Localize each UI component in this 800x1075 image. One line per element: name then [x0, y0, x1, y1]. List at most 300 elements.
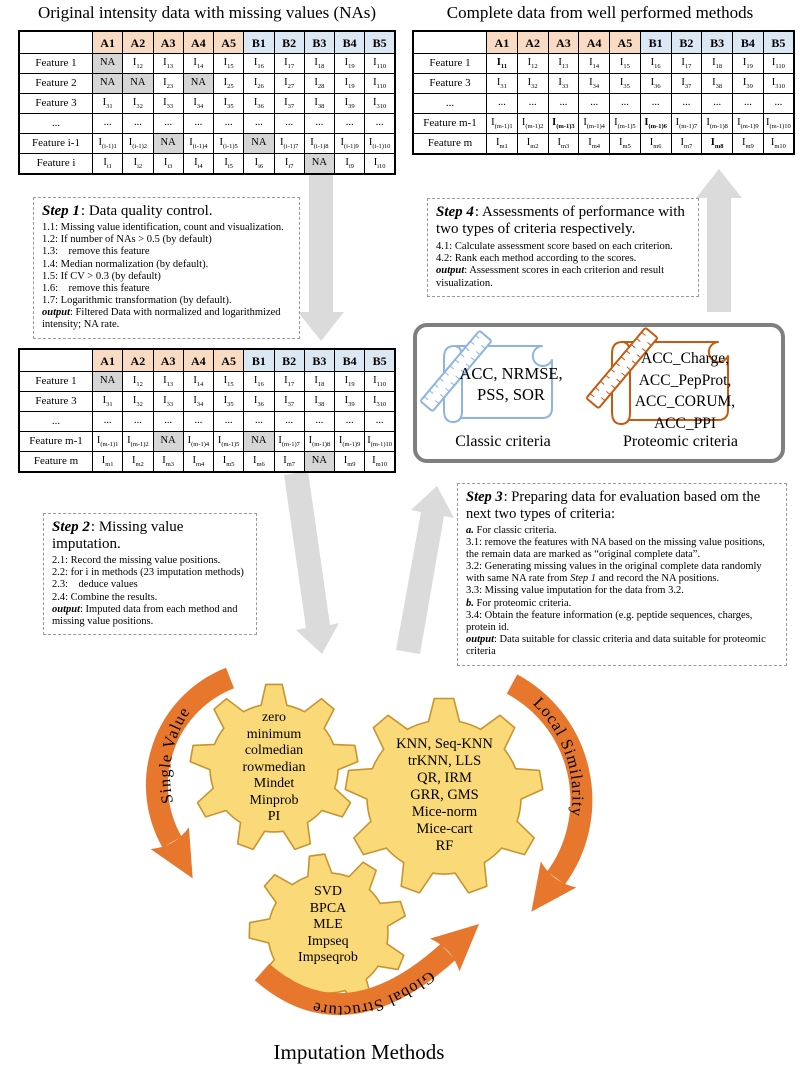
table-cell: $I_{110}$ [365, 372, 395, 392]
table-cell: ... [487, 94, 518, 114]
gears-caption: Imputation Methods [273, 1040, 445, 1064]
step-line: output: Filtered Data with normalized and logarithmized intensity; NA rate. [42, 307, 281, 331]
table-cell: $I_{i9}$ [335, 154, 365, 175]
table-cell: NA [123, 74, 153, 94]
row-label: ... [19, 412, 93, 432]
table-cell: $I_{13}$ [153, 54, 183, 74]
table-cell: $I_{110}$ [365, 74, 395, 94]
text-line: ACC_PepProt, [638, 371, 732, 389]
table-cell: ... [365, 412, 395, 432]
table-cell: $I_{i3}$ [153, 154, 183, 175]
table-cell: $I_{(m-1)5}$ [610, 114, 641, 134]
table-cell: $I_{18}$ [304, 372, 334, 392]
local-similarity-methods [357, 736, 532, 855]
text-line: MLE [313, 917, 343, 932]
table-cell: $I_{15}$ [214, 54, 244, 74]
text-line: Mice-cart [416, 821, 473, 837]
step-line: 1.7: Logarithmic transformation (by default). [42, 295, 232, 307]
step4-box [427, 198, 699, 297]
table-cell: $I_{14}$ [183, 372, 213, 392]
table-cell: $I_{(i-1)4}$ [183, 134, 213, 154]
table-cell: $I_{31}$ [487, 74, 518, 94]
text-line: minimum [246, 726, 302, 742]
table-cell: ... [671, 94, 702, 114]
classic-criteria-label: Classic criteria [455, 433, 551, 450]
row-label: Feature 1 [19, 372, 93, 392]
table-cell: $I_{(i-1)2}$ [123, 134, 153, 154]
table-cell: ... [733, 94, 764, 114]
table-cell: $I_{m9}$ [733, 134, 764, 155]
table-cell: $I_{14}$ [579, 54, 610, 74]
table-cell: $I_{m4}$ [183, 452, 213, 473]
table-cell: $I_{m6}$ [640, 134, 671, 155]
table-cell: $I_{(m-1)7}$ [274, 432, 304, 452]
row-label: ... [413, 94, 487, 114]
column-header: A1 [93, 31, 123, 54]
table-cell: $I_{32}$ [123, 392, 153, 412]
row-label: Feature 1 [19, 54, 93, 74]
table-cell: $I_{m8}$ [702, 134, 733, 155]
corner-cell [19, 349, 93, 372]
table-cell: NA [183, 74, 213, 94]
table-cell: ... [610, 94, 641, 114]
table-cell: $I_{(m-1)9}$ [733, 114, 764, 134]
table-cell: $I_{i1}$ [93, 154, 123, 175]
table-cell: $I_{(m-1)1}$ [93, 432, 123, 452]
text-line: SVD [313, 884, 342, 899]
table-cell: ... [548, 94, 579, 114]
step1-box [33, 197, 300, 339]
table-cell: $I_{310}$ [763, 74, 794, 94]
table-cell: ... [123, 114, 153, 134]
row-label: Feature m [19, 452, 93, 473]
flow-arrow-methods-to-step3 [396, 486, 454, 654]
table-cell: $I_{i4}$ [183, 154, 213, 175]
text-line: PSS, SOR [477, 385, 545, 405]
step2-box [43, 513, 257, 635]
classic-criteria-text [452, 363, 570, 406]
table-row [413, 94, 794, 114]
step-line: 4.1: Calculate assessment score based on each criterion. [436, 240, 673, 252]
text-line: QR, IRM [417, 770, 472, 786]
corner-cell [19, 31, 93, 54]
row-label: Feature 1 [413, 54, 487, 74]
table-cell: $I_{m5}$ [610, 134, 641, 155]
step-line: 2.1: Record the missing value positions. [52, 555, 221, 566]
local-similarity-label: Local Similarity [529, 693, 588, 819]
column-header: B1 [640, 31, 671, 54]
table-cell: ... [93, 412, 123, 432]
corner-cell [413, 31, 487, 54]
step-title: Step 2: Missing value imputation. [52, 519, 184, 552]
table-cell: ... [702, 94, 733, 114]
table-cell: ... [640, 94, 671, 114]
table-cell: $I_{(i-1)5}$ [214, 134, 244, 154]
table-cell: $I_{36}$ [640, 74, 671, 94]
global-structure-label: Global Structure [309, 967, 439, 1022]
column-header: A2 [123, 349, 153, 372]
table-cell: ... [183, 412, 213, 432]
row-label: Feature 3 [19, 94, 93, 114]
table-cell: $I_{38}$ [304, 94, 334, 114]
row-label: Feature 3 [19, 392, 93, 412]
table-row [19, 392, 395, 412]
table-cell: $I_{28}$ [304, 74, 334, 94]
table-cell: ... [244, 412, 274, 432]
step-line: 2.2: for i in methods (23 imputation methods) [52, 567, 244, 579]
column-header: B2 [671, 31, 702, 54]
table-cell: $I_{31}$ [93, 392, 123, 412]
step-line: 3.2: Generating missing values in the original complete data randomly with same NA rate from Step 1 and record the NA positions. [466, 561, 762, 585]
table-cell: NA [304, 452, 334, 473]
text-line: ACC_Charge, [641, 350, 729, 367]
original-table-title: Original intensity data with missing values (NAs) [37, 3, 377, 22]
single-value-label: Single Value [155, 702, 194, 806]
column-header: A2 [123, 31, 153, 54]
text-line: colmedian [244, 743, 304, 758]
column-header: B1 [244, 349, 274, 372]
table-cell: $I_{m6}$ [244, 452, 274, 473]
table-row [19, 94, 395, 114]
table-row [413, 114, 794, 134]
column-header: A3 [153, 31, 183, 54]
table-cell: $I_{35}$ [214, 392, 244, 412]
table-cell: $I_{38}$ [702, 74, 733, 94]
step-line: b. For proteomic criteria. [466, 597, 572, 609]
column-header: A5 [214, 31, 244, 54]
step-line: a. For classic criteria. [466, 524, 557, 536]
table-cell: $I_{i6}$ [244, 154, 274, 175]
table-cell: $I_{(m-1)1}$ [487, 114, 518, 134]
step-line: 1.5: If CV > 0.3 (by default) [42, 270, 161, 282]
table-cell: $I_{16}$ [244, 372, 274, 392]
step-line: 1.3: remove this feature [42, 246, 150, 258]
table-cell: ... [304, 114, 334, 134]
text-line: rowmedian [242, 759, 306, 775]
column-header: A5 [214, 349, 244, 372]
flow-arrow-criteria-to-complete [696, 169, 742, 312]
table-cell: $I_{34}$ [183, 94, 213, 114]
table-cell: ... [214, 412, 244, 432]
table-cell: $I_{i10}$ [365, 154, 395, 175]
table-cell: $I_{m3}$ [153, 452, 183, 473]
row-label: Feature 2 [19, 74, 93, 94]
proteomic-criteria-label: Proteomic criteria [622, 433, 739, 450]
table-cell: $I_{(m-1)8}$ [304, 432, 334, 452]
column-header: B3 [304, 349, 334, 372]
table-cell: $I_{310}$ [365, 392, 395, 412]
table-cell: $I_{32}$ [517, 74, 548, 94]
table-cell: NA [153, 432, 183, 452]
table-cell: $I_{12}$ [123, 54, 153, 74]
table-cell: $I_{37}$ [274, 392, 304, 412]
table-row [19, 372, 395, 392]
step-line: 1.1: Missing value identification, count and visualization. [42, 222, 284, 233]
table-cell: $I_{39}$ [335, 94, 365, 114]
table-cell: $I_{(m-1)4}$ [183, 432, 213, 452]
text-line: PI [267, 809, 281, 824]
column-header: A1 [93, 349, 123, 372]
row-label: Feature m-1 [413, 114, 487, 134]
step-line: 4.2: Rank each method according to the scores. [436, 253, 637, 265]
table-cell: $I_{16}$ [640, 54, 671, 74]
table-cell: ... [335, 114, 365, 134]
table-cell: $I_{(i-1)7}$ [274, 134, 304, 154]
text-line: BPCA [309, 900, 347, 916]
original-data-table [18, 30, 396, 175]
table-cell: $I_{12}$ [517, 54, 548, 74]
table-cell: $I_{m10}$ [365, 452, 395, 473]
step-line: 3.1: remove the features with NA based on the missing value positions, the remain data are marked as “original complete data”. [466, 536, 765, 560]
complete-data-table [412, 30, 795, 155]
column-header: A4 [183, 349, 213, 372]
row-label: ... [19, 114, 93, 134]
table-cell: $I_{27}$ [274, 74, 304, 94]
table-cell: $I_{(m-1)5}$ [214, 432, 244, 452]
table-cell: $I_{33}$ [548, 74, 579, 94]
column-header: A3 [153, 349, 183, 372]
table-cell: NA [244, 432, 274, 452]
step3-box [457, 483, 787, 666]
column-header: B2 [274, 349, 304, 372]
table-cell: $I_{17}$ [274, 54, 304, 74]
table-cell: $I_{31}$ [93, 94, 123, 114]
column-header: B3 [304, 31, 334, 54]
text-line: ACC, NRMSE, [459, 364, 563, 383]
table-cell: $I_{17}$ [274, 372, 304, 392]
table-cell: $I_{19}$ [335, 54, 365, 74]
table-cell: ... [579, 94, 610, 114]
column-header: A2 [517, 31, 548, 54]
table-cell: $I_{(m-1)2}$ [123, 432, 153, 452]
table-cell: $I_{37}$ [274, 94, 304, 114]
table-row [19, 114, 395, 134]
table-cell: $I_{(m-1)7}$ [671, 114, 702, 134]
table-cell: $I_{17}$ [671, 54, 702, 74]
table-cell: NA [153, 134, 183, 154]
step-line: 3.4: Obtain the feature information (e.g. peptide sequences, charges, protein id. [466, 609, 753, 633]
table-cell: $I_{(m-1)3}$ [548, 114, 579, 134]
table-cell: $I_{19}$ [335, 372, 365, 392]
table-cell: $I_{32}$ [123, 94, 153, 114]
table-cell: ... [304, 412, 334, 432]
table-row [19, 412, 395, 432]
step-line: 3.3: Missing value imputation for the data from 3.2. [466, 585, 684, 597]
flow-arrow-original-to-filtered [298, 172, 344, 341]
step-title: Step 4: Assessments of performance with two types of criteria respectively. [436, 204, 685, 238]
table-cell: $I_{37}$ [671, 74, 702, 94]
table-cell: NA [244, 134, 274, 154]
column-header: B1 [244, 31, 274, 54]
table-cell: $I_{m7}$ [274, 452, 304, 473]
column-header: B4 [733, 31, 764, 54]
step-line: 2.3: deduce values [52, 579, 138, 591]
column-header: A5 [610, 31, 641, 54]
table-cell: $I_{i7}$ [274, 154, 304, 175]
text-line: Minprob [249, 792, 299, 808]
step-title: Step 3: Preparing data for evaluation based om the next two types of criteria: [466, 489, 761, 522]
table-cell: $I_{34}$ [183, 392, 213, 412]
column-header: B5 [365, 31, 395, 54]
table-cell: $I_{18}$ [702, 54, 733, 74]
table-cell: $I_{33}$ [153, 392, 183, 412]
row-label: Feature i-1 [19, 134, 93, 154]
table-row [19, 432, 395, 452]
table-row [19, 74, 395, 94]
column-header: A3 [548, 31, 579, 54]
table-cell: $I_{110}$ [763, 54, 794, 74]
table-cell: $I_{19}$ [733, 54, 764, 74]
table-cell: $I_{m5}$ [214, 452, 244, 473]
table-cell: $I_{(i-1)1}$ [93, 134, 123, 154]
table-cell: $I_{25}$ [214, 74, 244, 94]
step-line: 1.4: Median normalization (by default). [42, 258, 209, 270]
row-label: Feature i [19, 154, 93, 175]
column-header: B5 [763, 31, 794, 54]
column-header: B2 [274, 31, 304, 54]
column-header: B3 [702, 31, 733, 54]
table-row [413, 134, 794, 155]
column-header: A4 [579, 31, 610, 54]
table-row [413, 54, 794, 74]
text-line: ACC_PPI [653, 415, 717, 433]
table-cell: $I_{39}$ [335, 392, 365, 412]
text-line: trKNN, LLS [407, 753, 482, 769]
table-cell: $I_{(m-1)2}$ [517, 114, 548, 134]
table-cell: ... [274, 412, 304, 432]
table-cell: NA [93, 372, 123, 392]
table-cell: $I_{(m-1)10}$ [365, 432, 395, 452]
text-line: zero [261, 710, 287, 725]
step-line: 1.2: If number of NAs > 0.5 (by default) [42, 234, 212, 246]
table-cell: $I_{m3}$ [548, 134, 579, 155]
table-row [19, 452, 395, 473]
table-cell: $I_{15}$ [610, 54, 641, 74]
table-cell: $I_{(m-1)4}$ [579, 114, 610, 134]
table-cell: $I_{16}$ [244, 54, 274, 74]
text-line: KNN, Seq-KNN [396, 736, 493, 752]
row-label: Feature m [413, 134, 487, 155]
table-cell: $I_{310}$ [365, 94, 395, 114]
table-cell: $I_{(m-1)9}$ [335, 432, 365, 452]
table-cell: $I_{i2}$ [123, 154, 153, 175]
table-cell: $I_{(i-1)10}$ [365, 134, 395, 154]
table-cell: $I_{(m-1)10}$ [763, 114, 794, 134]
table-cell: ... [214, 114, 244, 134]
table-cell: $I_{m2}$ [123, 452, 153, 473]
table-cell: $I_{35}$ [610, 74, 641, 94]
step-line: 2.4: Combine the results. [52, 591, 158, 603]
table-cell: $I_{38}$ [304, 392, 334, 412]
text-line: Impseq [307, 933, 349, 949]
text-line: GRR, GMS [410, 787, 479, 803]
table-cell: ... [517, 94, 548, 114]
table-row [19, 134, 395, 154]
table-cell: $I_{m4}$ [579, 134, 610, 155]
table-cell: ... [153, 114, 183, 134]
flow-arrow-filtered-to-methods [284, 471, 339, 654]
table-cell: $I_{m1}$ [487, 134, 518, 155]
column-header: B4 [335, 31, 365, 54]
text-line: RF [435, 838, 454, 854]
table-cell: $I_{m10}$ [763, 134, 794, 155]
table-cell: $I_{12}$ [123, 372, 153, 392]
table-cell: ... [335, 412, 365, 432]
table-row [19, 54, 395, 74]
column-header: A4 [183, 31, 213, 54]
single-value-methods [199, 710, 349, 826]
table-cell: $I_{i5}$ [214, 154, 244, 175]
table-cell: ... [183, 114, 213, 134]
table-cell: $I_{m1}$ [93, 452, 123, 473]
table-cell: $I_{(m-1)6}$ [640, 114, 671, 134]
table-cell: $I_{39}$ [733, 74, 764, 94]
text-line: Mice-norm [411, 804, 478, 820]
step-line: 1.6: remove this feature [42, 282, 150, 294]
table-cell: $I_{m7}$ [671, 134, 702, 155]
table-cell: $I_{23}$ [153, 74, 183, 94]
table-cell: NA [93, 74, 123, 94]
text-line: Impseqrob [298, 950, 358, 965]
table-cell: $I_{36}$ [244, 94, 274, 114]
table-cell: $I_{13}$ [153, 372, 183, 392]
table-cell: $I_{33}$ [153, 94, 183, 114]
text-line: ACC_CORUM, [634, 393, 736, 411]
table-cell: NA [93, 54, 123, 74]
table-cell: ... [274, 114, 304, 134]
table-cell: $I_{(m-1)8}$ [702, 114, 733, 134]
table-cell: $I_{(i-1)9}$ [335, 134, 365, 154]
table-cell: NA [304, 154, 334, 175]
step-line: output: Data suitable for classic criteria and data suitable for proteomic criteria [466, 634, 766, 658]
column-header: B5 [365, 349, 395, 372]
table-cell: $I_{11}$ [487, 54, 518, 74]
row-label: Feature 3 [413, 74, 487, 94]
complete-table-title: Complete data from well performed methods [446, 3, 754, 22]
table-cell: $I_{19}$ [335, 74, 365, 94]
table-cell: ... [365, 114, 395, 134]
table-cell: $I_{15}$ [214, 372, 244, 392]
table-cell: $I_{34}$ [579, 74, 610, 94]
table-row [19, 154, 395, 175]
table-cell: $I_{m9}$ [335, 452, 365, 473]
table-cell: ... [244, 114, 274, 134]
table-cell: $I_{13}$ [548, 54, 579, 74]
column-header: A1 [487, 31, 518, 54]
table-cell: $I_{26}$ [244, 74, 274, 94]
table-cell: $I_{35}$ [214, 94, 244, 114]
row-label: Feature m-1 [19, 432, 93, 452]
step-title: Step 1: Data quality control. [42, 203, 213, 219]
table-cell: $I_{m2}$ [517, 134, 548, 155]
filtered-data-table [18, 348, 396, 473]
text-line: Mindet [253, 776, 295, 791]
table-cell: $I_{18}$ [304, 54, 334, 74]
table-cell: ... [153, 412, 183, 432]
table-cell: $I_{(i-1)8}$ [304, 134, 334, 154]
table-cell: ... [123, 412, 153, 432]
column-header: B4 [335, 349, 365, 372]
table-cell: $I_{14}$ [183, 54, 213, 74]
step-line: output: Assessment scores in each criterion and result visualization. [436, 265, 665, 289]
table-cell: ... [93, 114, 123, 134]
table-cell: ... [763, 94, 794, 114]
table-cell: $I_{36}$ [244, 392, 274, 412]
table-cell: $I_{110}$ [365, 54, 395, 74]
step-line: output: Imputed data from each method and missing value positions. [52, 603, 238, 627]
global-structure-methods [253, 884, 403, 967]
table-row [413, 74, 794, 94]
